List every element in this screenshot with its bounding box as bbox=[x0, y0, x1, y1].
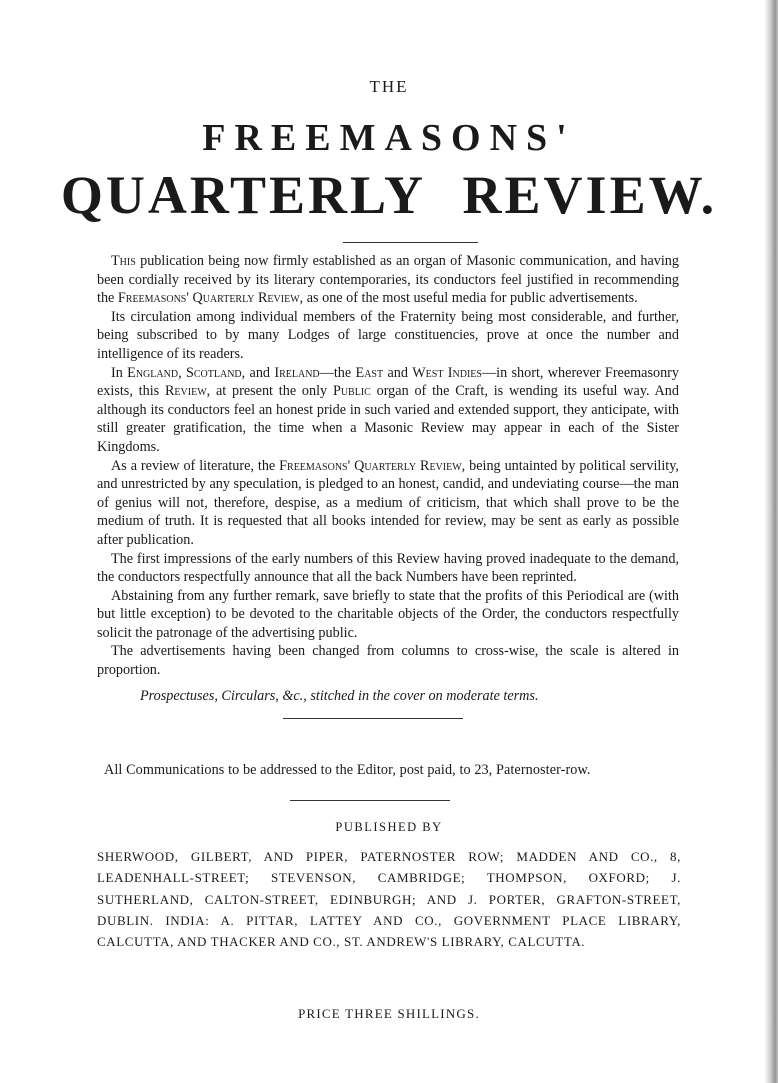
divider-rule bbox=[283, 718, 463, 719]
place-name: Ireland bbox=[274, 364, 320, 381]
text-run: , at present the only bbox=[206, 383, 333, 400]
place-name: West Indies bbox=[412, 364, 482, 381]
place-name: Scotland bbox=[185, 364, 242, 381]
publication-name: Freemasons' Quarterly Review bbox=[117, 290, 300, 307]
publication-name: Review bbox=[164, 383, 207, 400]
divider-rule bbox=[290, 800, 450, 801]
communications-line: All Communications to be addressed to the Editor, post paid, to 23, Paternoster-row. bbox=[104, 762, 591, 778]
prospectuses-note: Prospectuses, Circulars, &c., stitched in the cover on moderate terms. bbox=[140, 688, 539, 704]
place-name: East bbox=[355, 364, 384, 381]
paragraph-7: The advertisements having been changed from columns to cross-wise, the scale is altered in proportion. bbox=[97, 643, 679, 679]
title-freemasons: FREEMASONS' bbox=[202, 117, 576, 159]
paragraph-1 bbox=[97, 252, 679, 308]
text-run: , and bbox=[241, 364, 275, 381]
text-run: , as one of the most useful media for public advertisements. bbox=[299, 290, 638, 307]
text-run: organ of the Craft, is wending its useful way. And although its conductors feel an honest pride in such varied and extended support, they anticipate, with still greater gratification, the time when a Masonic Review may appear in each of the Sister Kingdoms. bbox=[97, 383, 679, 455]
paragraph-3 bbox=[97, 364, 679, 457]
published-by-heading: PUBLISHED BY bbox=[335, 820, 443, 834]
text-run: —in short, wherever Freemasonry exists, this bbox=[97, 364, 679, 400]
paragraph-5: The first impressions of the early numbers of this Review having proved inadequate to the demand, the conductors respectfully announce that all the back Numbers have been reprinted. bbox=[97, 550, 679, 586]
divider-rule bbox=[343, 242, 478, 243]
text-run: As a review of literature, the bbox=[111, 457, 280, 474]
publishers-list: SHERWOOD, GILBERT, AND PIPER, PATERNOSTER ROW; MADDEN AND CO., 8, LEADENHALL-STREET; STEVENSON, CAMBRIDGE; THOMPSON, OXFORD; J. SUTHERLAND, CALTON-STREET, EDINBURGH; AND J. PORTER, GRAFTON-STREET, DUBLIN. INDIA: A. PITTAR, LATTEY AND CO., GOVERNMENT PLACE LIBRARY, CALCUTTA, AND THACKER AND CO., ST. ANDREW'S LIBRARY, CALCUTTA. bbox=[97, 849, 681, 950]
body-text bbox=[97, 252, 679, 680]
text-run: —the bbox=[319, 364, 356, 381]
paragraph-4 bbox=[97, 457, 679, 550]
text-run: and bbox=[383, 364, 413, 381]
paragraph-6: Abstaining from any further remark, save briefly to state that the profits of this Periodical are (with but little exception) to be devoted to the charitable objects of the Order, the conductors respectfully solicit the patronage of the advertising public. bbox=[97, 587, 679, 641]
place-name: England bbox=[127, 364, 179, 381]
text-run: In bbox=[111, 364, 128, 381]
paragraph-2: Its circulation among individual members of the Fraternity being most considerable, and further, being subscribed to by many Lodges of large constituencies, prove at once the number and intelligence of its readers. bbox=[97, 308, 679, 362]
title-the: THE bbox=[369, 77, 409, 96]
drop-word: This bbox=[111, 253, 136, 269]
publication-name: Freemasons' Quarterly Review bbox=[279, 457, 462, 474]
emphasis-word: Public bbox=[332, 383, 371, 400]
text-run: , being untainted by political servility, and unrestricted by any speculation, is pledged to an honest, candid, and undeviating course—the man of genius will not, therefore, despise, as a medium of criticism, that which shall prove to be the medium of truth. It is requested that all books intended for review, may be sent as early as possible after publication. bbox=[97, 457, 679, 548]
text-run: , bbox=[178, 364, 186, 381]
price-line: PRICE THREE SHILLINGS. bbox=[298, 1006, 480, 1021]
page-edge-shadow bbox=[764, 0, 778, 1083]
text-run: publication being now firmly established as an organ of Masonic communication, and having been cordially received by its literary contemporaries, its conductors feel justified in recommending the bbox=[97, 253, 679, 307]
title-quarterly-review: QUARTERLY REVIEW. bbox=[60, 165, 718, 225]
